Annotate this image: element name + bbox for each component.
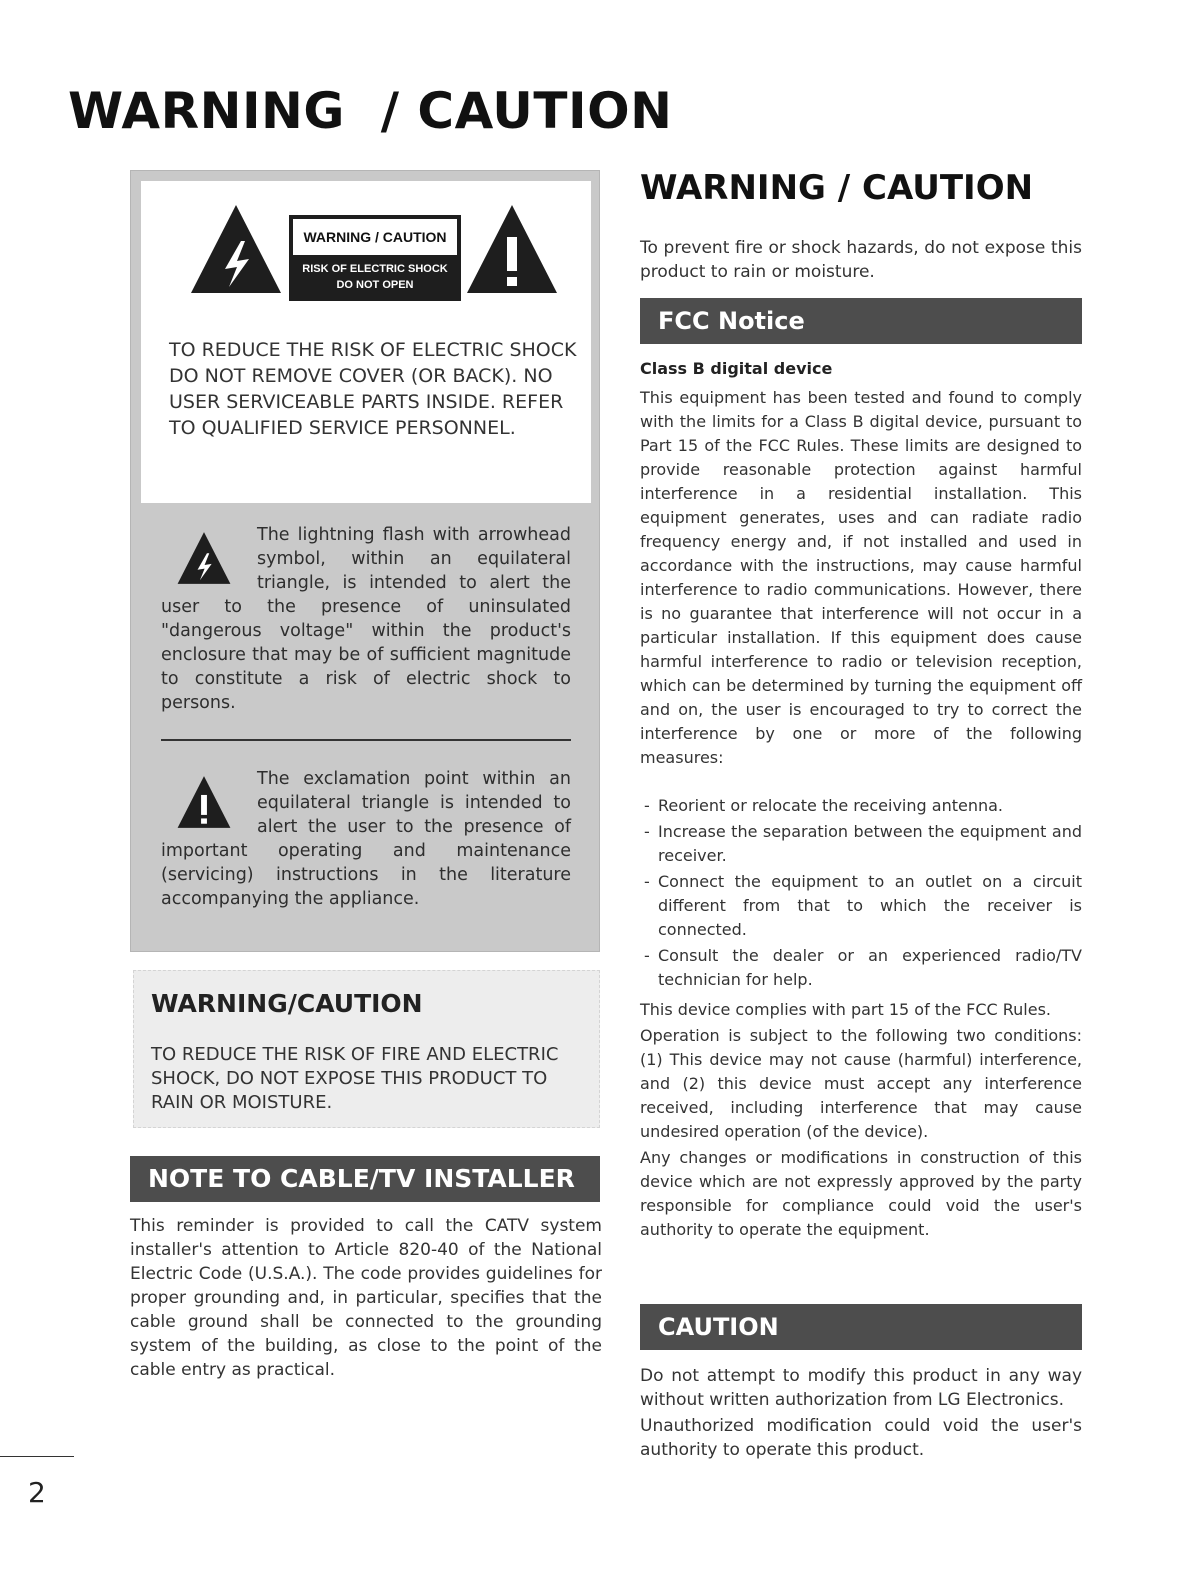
caution-text: [640, 1364, 1082, 1464]
hazard-label-area: [141, 181, 591, 503]
fcc-compliance-text: [640, 998, 1082, 1244]
fcc-body-text: This equipment has been tested and found to comply with the limits for a Class B digital device, pursuant to Part 15 of the FCC Rules. These limits are designed to provide reasonable protection against harmful interference in a residential installation. This equipment generates, uses and can radiate radio frequency energy and, if not installed and used in accordance with the instructions, may cause harmful interference to radio communications. However, there is no guarantee that interference will not occur in a particular installation. If this equipment does cause harmful interference to radio or television reception, which can be determined by turning the equipment off and on, the user is encouraged to try to correct the interference by one or more of the following measures:: [640, 388, 1082, 767]
fcc-notice-heading: FCC Notice: [640, 298, 1082, 344]
warning-label-line1: RISK OF ELECTRIC SHOCK: [302, 263, 448, 275]
list-item: - Reorient or relocate the receiving antenna.: [640, 794, 1082, 818]
exclamation-triangle-small-icon: [175, 775, 233, 829]
measures-list: [640, 794, 1082, 994]
warning-caution-box: [133, 970, 600, 1128]
exclamation-triangle-icon: [465, 203, 559, 295]
class-b-heading: Class B digital device: [640, 359, 833, 378]
exclamation-explanation-text: The exclamation point within an equilateral triangle is intended to alert the user to the presence of important operating and maintenance (servicing) instructions in the literature accompanying the appliance.: [161, 769, 571, 909]
page-number: 2: [28, 1476, 46, 1509]
caution-paragraph-2: Unauthorized modification could void the user's authority to operate this product.: [640, 1416, 1082, 1460]
warning-label-title: WARNING / CAUTION: [293, 219, 457, 255]
warning-box-text: TO REDUCE THE RISK OF FIRE AND ELECTRIC SHOCK, DO NOT EXPOSE THIS PRODUCT TO RAIN OR MOISTURE.: [151, 1044, 559, 1113]
section-divider: [161, 739, 571, 741]
warning-label: [289, 215, 461, 301]
cable-installer-text: This reminder is provided to call the CATV system installer's attention to Article 820-40 of the National Electric Code (U.S.A.). The code provides guidelines for proper grounding and, in particular, specifies that the cable ground shall be connected to the grounding system of the building, as close to the point of the cable entry as practical.: [130, 1216, 602, 1380]
lightning-explanation-text: The lightning flash with arrowhead symbol, within an equilateral triangle, is intended to alert the user to the presence of uninsulated "dangerous voltage" within the product's enclosure that may be of sufficient magnitude to constitute a risk of electric shock to persons.: [161, 525, 571, 713]
caution-heading: CAUTION: [640, 1304, 1082, 1350]
list-item: - Connect the equipment to an outlet on a circuit different from that to which the receiver is connected.: [640, 870, 1082, 942]
list-item: - Increase the separation between the equipment and receiver.: [640, 820, 1082, 868]
lightning-triangle-small-icon: [175, 531, 233, 585]
section-title: WARNING / CAUTION: [640, 168, 1034, 208]
caution-paragraph-1: Do not attempt to modify this product in any way without written authorization from LG Electronics.: [640, 1366, 1082, 1410]
folio-rule: [0, 1456, 74, 1457]
intro-text: To prevent fire or shock hazards, do not expose this product to rain or moisture.: [640, 238, 1082, 282]
changes-paragraph: Any changes or modifications in construction of this device which are not expressly approved by the party responsible for compliance could void the user's authority to operate the equipment.: [640, 1148, 1082, 1239]
exclamation-explanation: [161, 767, 571, 911]
warning-box-title: WARNING/CAUTION: [151, 989, 423, 1018]
page-title: WARNING / CAUTION: [68, 82, 673, 140]
cable-installer-heading: NOTE TO CABLE/TV INSTALLER: [130, 1156, 600, 1202]
warning-label-line2: DO NOT OPEN: [336, 279, 414, 291]
operation-paragraph: Operation is subject to the following two conditions: (1) This device may not cause (harmful) interference, and (2) this device must accept any interference received, including interference that may cause undesired operation (of the device).: [640, 1026, 1082, 1141]
complies-paragraph: This device complies with part 15 of the FCC Rules.: [640, 1000, 1052, 1019]
list-item: - Consult the dealer or an experienced radio/TV technician for help.: [640, 944, 1082, 992]
lightning-triangle-icon: [189, 203, 283, 295]
lightning-explanation: [161, 523, 571, 715]
hazard-panel: [130, 170, 600, 952]
reduce-risk-text: TO REDUCE THE RISK OF ELECTRIC SHOCK DO NOT REMOVE COVER (OR BACK). NO USER SERVICEABLE PARTS INSIDE. REFER TO QUALIFIED SERVICE PERSONNEL.: [169, 339, 577, 439]
